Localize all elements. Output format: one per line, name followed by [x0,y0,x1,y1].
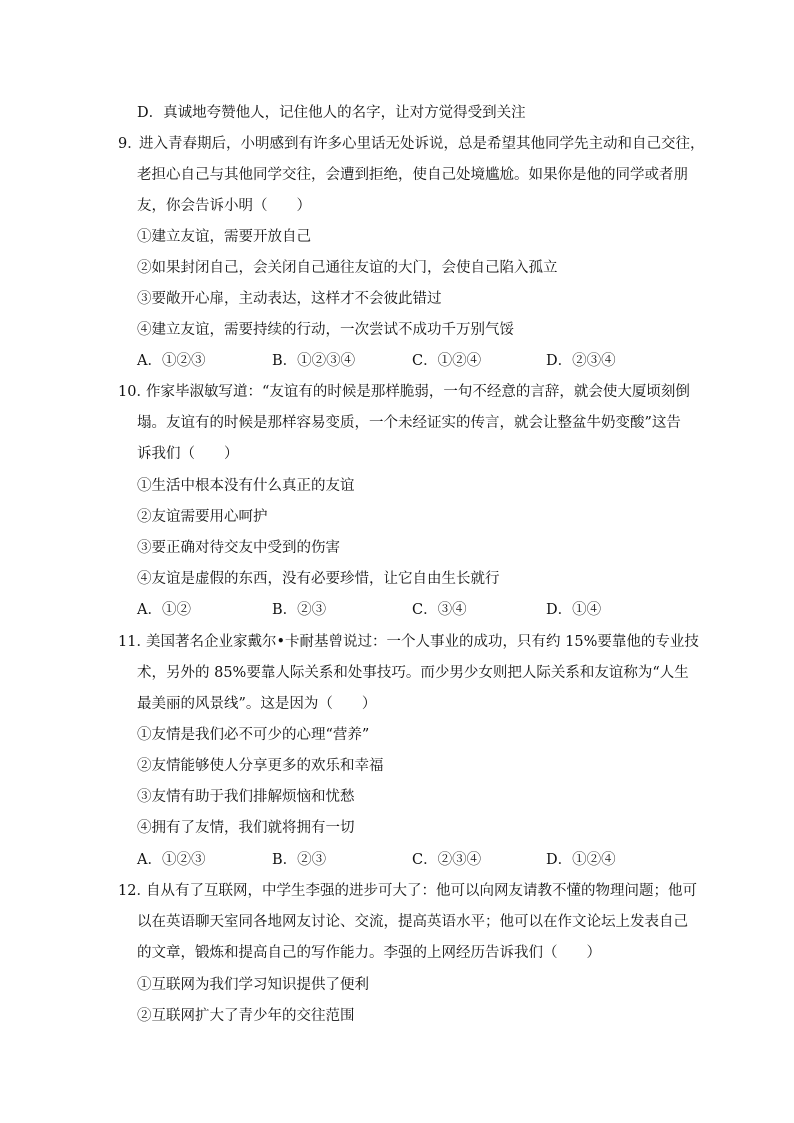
question-stem-line: 术，另外的 85%要靠人际关系和处事技巧。而少男少女则把人际关系和友谊称为“人生 [137,665,689,681]
question-number: 10． [118,384,151,400]
question-stem-line: 的文章，锻炼和提高自己的写作能力。李强的上网经历告诉我们（ ） [137,945,601,961]
answer-option-b: B．②③ [272,852,327,868]
question-stem-line: 最美丽的风景线”。这是因为（ ） [137,696,377,712]
statement: ③要正确对待交友中受到的伤害 [137,540,340,556]
statement: ②互联网扩大了青少年的交往范围 [137,1008,355,1024]
answer-option-a: A．①②③ [137,852,206,868]
statement: ③友情有助于我们排解烦恼和忧愁 [137,789,355,805]
answer-option-c: C．②③④ [412,852,482,868]
answer-option-c: C．①②④ [412,353,482,369]
question-stem-line: 诉我们（ ） [137,446,239,462]
question-stem-line: 美国著名企业家戴尔•卡耐基曾说过：一个人事业的成功，只有约 15%要靠他的专业技 [146,634,699,650]
statement: ②友情能够使人分享更多的欢乐和幸福 [137,758,384,774]
answer-option-b: B．①②③④ [272,353,356,369]
answer-option-d: D．①④ [546,602,602,618]
statement: ④拥有了友情，我们就将拥有一切 [137,820,355,836]
question-number: 9． [118,136,142,152]
question-number: 11． [118,634,151,650]
statement: ②友谊需要用心呵护 [137,509,268,525]
statement: ①互联网为我们学习知识提供了便利 [137,977,369,993]
statement: ②如果封闭自己，会关闭自己通往友谊的大门，会使自己陷入孤立 [137,260,558,276]
question-stem-line: 老担心自己与其他同学交往，会遭到拒绝，使自己处境尴尬。如果你是他的同学或者朋 [137,167,688,183]
statement: ④建立友谊，需要持续的行动，一次尝试不成功千万别气馁 [137,322,514,338]
statement: ③要敞开心扉，主动表达，这样才不会彼此错过 [137,291,442,307]
answer-option-a: A．①②③ [137,353,206,369]
answer-option-a: A．①② [137,602,191,618]
statement: ①生活中根本没有什么真正的友谊 [137,478,355,494]
answer-option-d: D．①②④ [546,852,616,868]
statement: ①建立友谊，需要开放自己 [137,229,311,245]
question-stem-line: 自从有了互联网，中学生李强的进步可大了：他可以向网友请教不懂的物理问题；他可 [146,883,697,899]
statement: ①友情是我们必不可少的心理“营养” [137,727,370,743]
q8-option-d: D．真诚地夸赞他人，记住他人的名字，让对方觉得受到关注 [137,105,526,121]
question-stem-line: 塌。友谊有的时候是那样容易变质，一个未经证实的传言，就会让整盆牛奶变酸”这告 [137,415,681,431]
question-stem-line: 进入青春期后，小明感到有许多心里话无处诉说，总是希望其他同学先主动和自己交往， [139,136,705,152]
answer-option-d: D．②③④ [546,353,616,369]
question-number: 12． [118,883,151,899]
question-stem-line: 友，你会告诉小明（ ） [137,198,311,214]
statement: ④友谊是虚假的东西，没有必要珍惜，让它自由生长就行 [137,571,500,587]
question-stem-line: 以在英语聊天室同各地网友讨论、交流，提高英语水平；他可以在作文论坛上发表自己 [137,914,688,930]
answer-option-c: C．③④ [412,602,467,618]
answer-option-b: B．②③ [272,602,327,618]
question-stem-line: 作家毕淑敏写道：“友谊有的时候是那样脆弱，一句不经意的言辞，就会使大厦顷刻倒 [146,384,690,400]
